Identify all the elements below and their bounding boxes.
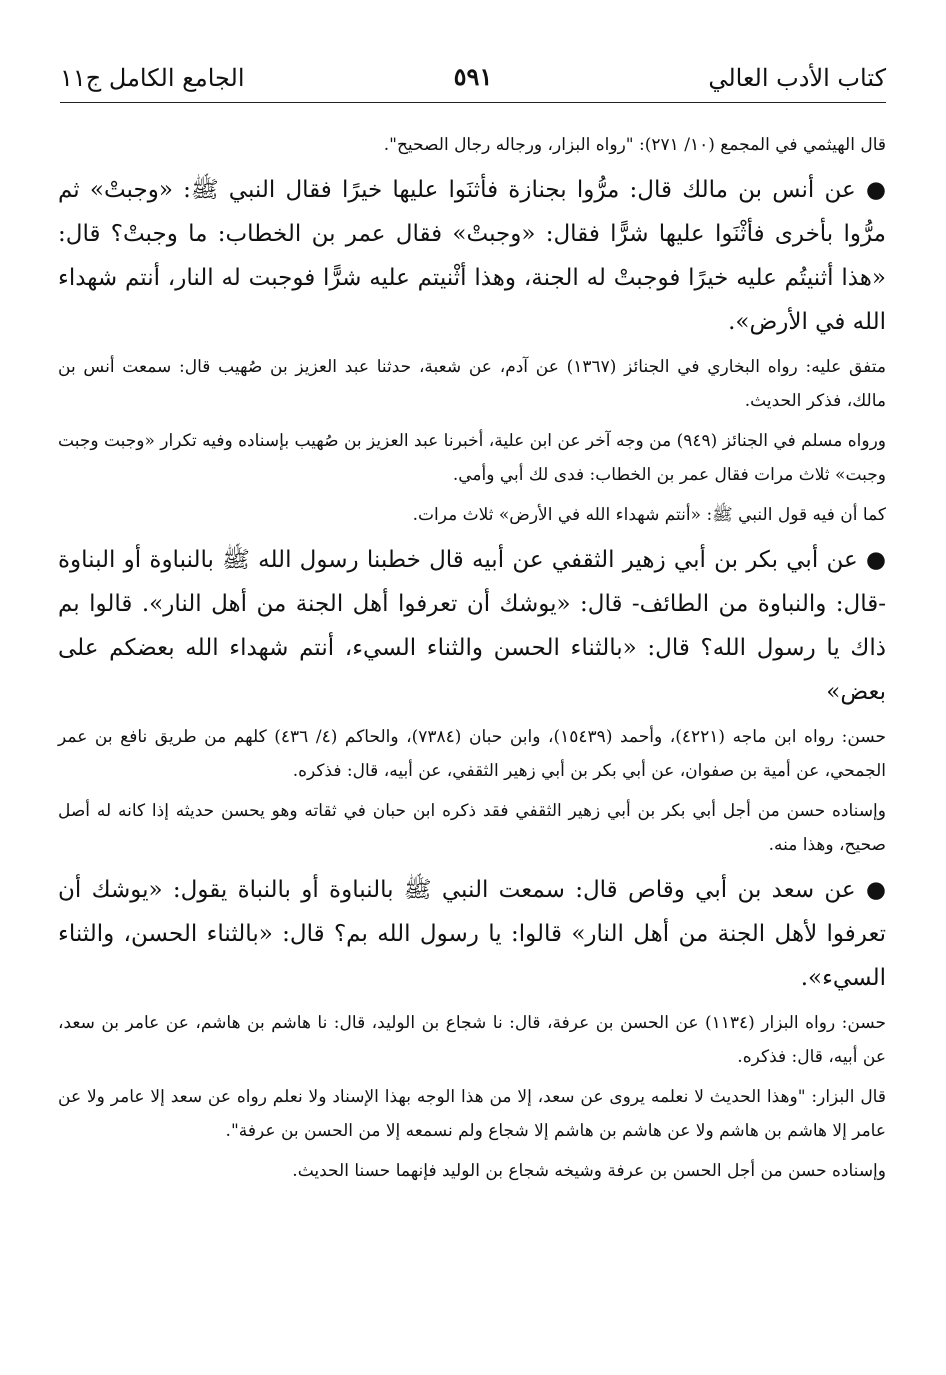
commentary-paragraph: حسن: رواه ابن ماجه (٤٢٢١)، وأحمد (١٥٤٣٩)، وابن حبان (٧٣٨٤)، والحاكم (٤/ ٤٣٦) كلهم من طريق نافع بن عمر الجمحي، عن أمية بن صفوان، عن أبي بكر بن أبي زهير الثقفي، عن أبيه، قال: فذكره.	[58, 727, 887, 781]
commentary-paragraph: ورواه مسلم في الجنائز (٩٤٩) من وجه آخر عن ابن علية، أخبرنا عبد العزيز بن صُهيب بإسناده وفيه تكرار «وجبت وجبت وجبت» ثلاث مرات فقال عمر بن الخطاب: فدى لك أبي وأمي.	[58, 431, 886, 485]
book-title: كتاب الأدب العالي	[708, 64, 886, 92]
volume-title: الجامع الكامل ج١١	[60, 64, 245, 92]
commentary-paragraph: متفق عليه: رواه البخاري في الجنائز (١٣٦٧) عن آدم، عن شعبة، حدثنا عبد العزيز بن صُهيب قال: سمعت أنس بن مالك، فذكر الحديث.	[58, 357, 887, 411]
hadith-paragraph: ● عن أنس بن مالك قال: مرُّوا بجنازة فأثنَوا عليها خيرًا فقال النبي ﷺ: «وجبتْ» ثم مرُّوا بأخرى فأثْنَوا عليها شرًّا فقال: «وجبتْ» فقال عمر بن الخطاب: ما وجبتْ؟ قال: «هذا أثنيتُم عليه خيرًا فوجبتْ له الجنة، وهذا أثْنيتم عليه شرًّا فوجبت له النار، أنتم شهداء الله في الأرض».	[58, 177, 886, 335]
commentary-paragraph: وإسناده حسن من أجل الحسن بن عرفة وشيخه شجاع بن الوليد فإنهما حسنا الحديث.	[292, 1161, 886, 1181]
page-body	[58, 128, 886, 1194]
hadith-paragraph: ● عن سعد بن أبي وقاص قال: سمعت النبي ﷺ بالنباوة أو بالنباة يقول: «يوشك أن تعرفوا لأهل الجنة من أهل النار» قالوا: يا رسول الله بم؟ قال: «بالثناء الحسن، والثناء السيء».	[58, 877, 886, 991]
hadith-paragraph: ● عن أبي بكر بن أبي زهير الثقفي عن أبيه قال خطبنا رسول الله ﷺ بالنباوة أو البناوة -قال: والنباوة من الطائف- قال: «يوشك أن تعرفوا أهل الجنة من أهل النار». قالوا بم ذاك يا رسول الله؟ قال: «بالثناء الحسن والثناء السيء، أنتم شهداء الله بعضكم على بعض»	[58, 547, 887, 705]
commentary-paragraph: كما أن فيه قول النبي ﷺ: «أنتم شهداء الله في الأرض» ثلاث مرات.	[412, 505, 886, 525]
page-header	[60, 58, 886, 103]
commentary-paragraph: حسن: رواه البزار (١١٣٤) عن الحسن بن عرفة، قال: نا شجاع بن الوليد، قال: نا هاشم بن هاشم، عن عامر بن سعد، عن أبيه، قال: فذكره.	[58, 1013, 886, 1067]
paragraph-1: قال الهيثمي في المجمع (١٠/ ٢٧١): "رواه البزار، ورجاله رجال الصحيح".	[383, 135, 886, 155]
commentary-paragraph: قال البزار: "وهذا الحديث لا نعلمه يروى عن سعد، إلا من هذا الوجه بهذا الإسناد ولا نعلم رواه عن سعد إلا عامر ولا عن عامر إلا هاشم بن هاشم ولا عن هاشم بن هاشم إلا شجاع ولم نسمعه إلا من الحسن بن عرفة".	[58, 1087, 886, 1141]
page-number: ٥٩١	[453, 62, 493, 91]
commentary-paragraph: وإسناده حسن من أجل أبي بكر بن أبي زهير الثقفي فقد ذكره ابن حبان في ثقاته وهو يحسن حديثه إذا كانه له أصل صحيح، وهذا منه.	[58, 801, 886, 855]
